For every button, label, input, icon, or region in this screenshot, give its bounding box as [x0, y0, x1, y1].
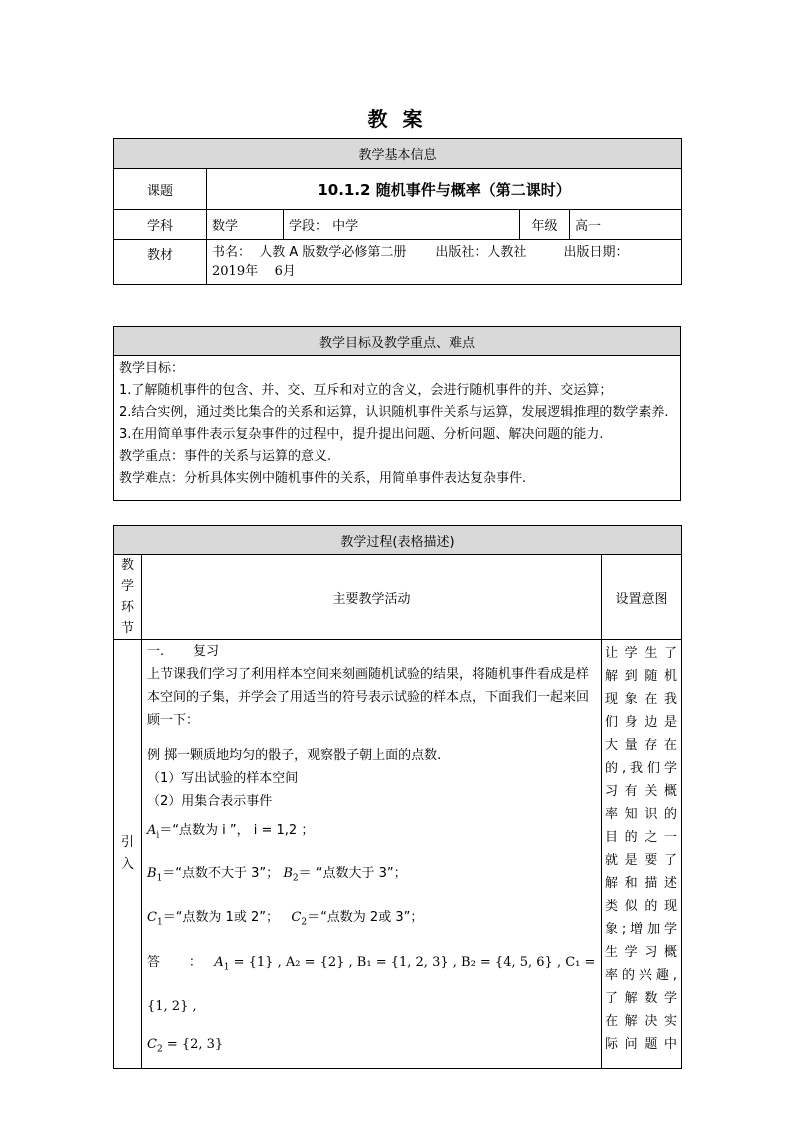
- intent-line: 习有关概: [605, 784, 678, 799]
- col-intent-header: 设置意图: [602, 555, 682, 640]
- event-c1-text: ＝“点数为 1或 2”；: [162, 910, 279, 926]
- event-c: $C_1=“$点数为 1或 2”； $C_2=“$点数为 2或 3”；: [147, 910, 424, 928]
- intent-line: 目的之一: [605, 830, 678, 845]
- objective-line: 1.了解随机事件的包含、并、交、互斥和对立的含义，会进行随机事件的并、交运算；: [119, 383, 613, 398]
- question-2: （2）用集合表示事件: [147, 794, 273, 809]
- event-a-text: ＝“点数为 i ”， i = 1,2 ；: [159, 823, 315, 838]
- intent-line: 在解决实: [605, 1014, 678, 1029]
- process-header: 教学过程(表格描述): [114, 526, 682, 555]
- answer-expr: = {1} , A₂ = {2} , B₁ = {1, 2, 3} , B₂ = {4, 5, 6} , C₁ = {1, 2} ,: [147, 954, 596, 1015]
- objectives-header: 教学目标及教学重点、难点: [114, 327, 681, 356]
- process-table: [113, 525, 682, 1069]
- grade-value: 高一: [570, 210, 682, 240]
- intent-line: 解和描述: [605, 876, 678, 891]
- intent-cell: [602, 640, 682, 1069]
- grade-label: 年级: [520, 210, 570, 240]
- intent-line: 率的兴趣,: [605, 968, 678, 983]
- example-text: 例 掷一颗质地均匀的骰子，观察骰子朝上面的点数.: [147, 748, 442, 763]
- intent-line: 际问题中: [605, 1037, 678, 1052]
- intent-line: 让学生了: [605, 646, 678, 661]
- col-stage-text: 教学环节: [120, 558, 134, 636]
- intent-line: 们身边是: [605, 715, 678, 730]
- objective-line: 2.结合实例，通过类比集合的关系和运算，认识随机事件关系与运算，发展逻辑推理的数学素养.: [119, 405, 669, 420]
- intent-line: 了解数学: [605, 991, 678, 1006]
- objective-line: 教学目标：: [119, 361, 185, 376]
- key-point: 教学重点：事件的关系与运算的意义.: [119, 449, 332, 464]
- answer-label: 答 ：: [147, 954, 202, 970]
- intent-line: 的,我们学: [605, 761, 678, 776]
- textbook-label: 教材: [114, 240, 207, 285]
- activity-cell: [142, 640, 602, 1069]
- event-b2-text: ＝ “点数大于 3”；: [298, 865, 407, 881]
- basic-info-table: [113, 138, 682, 285]
- subject-value: 数学: [207, 210, 284, 240]
- section-title: 一. 复习: [147, 644, 220, 659]
- lesson-title: 10.1.2 随机事件与概率（第二课时）: [207, 169, 682, 210]
- intent-line: 现象在我: [605, 692, 678, 707]
- intent-line: 就是要了: [605, 853, 678, 868]
- textbook-line-1: 书名： 人教 A 版数学必修第二册 出版社：人教社 出版日期：: [212, 245, 629, 260]
- objectives-body: [114, 356, 681, 501]
- event-c2-text: ＝“点数为 2或 3”；: [307, 910, 424, 926]
- objectives-table: [113, 326, 681, 501]
- textbook-info: [207, 240, 682, 285]
- intent-line: 率知识的: [605, 807, 678, 822]
- subject-label: 学科: [114, 210, 207, 240]
- event-b1-text: ＝“点数不大于 3”；: [162, 865, 280, 881]
- document-title: 教 案: [367, 107, 427, 131]
- col-activity-header: 主要教学活动: [142, 555, 602, 640]
- answer-last-line: $C_2 = \{2$, 3}: [147, 1037, 224, 1055]
- objective-line: 3.在用简单事件表示复杂事件的过程中，提升提出问题、分析问题、解决问题的能力.: [119, 427, 604, 442]
- basic-info-header: 教学基本信息: [114, 139, 682, 169]
- intent-line: 生学习概: [605, 945, 678, 960]
- col-stage-header: [114, 555, 142, 640]
- lesson-label: 课题: [114, 169, 207, 210]
- stage-intro-cell: [114, 640, 142, 1069]
- intent-line: 象;增加学: [605, 922, 678, 937]
- stage-value: 学段： 中学: [284, 210, 520, 240]
- answer-last: = {2, 3}: [166, 1037, 224, 1053]
- textbook-line-2: 2019年 6月: [212, 264, 296, 279]
- intent-line: 大量存在: [605, 738, 678, 753]
- review-intro: 上节课我们学习了利用样本空间来刻画随机试验的结果，将随机事件看成是样本空间的子集，并学会了用适当的符号表示试验的样本点，下面我们一起来回顾一下：: [147, 667, 590, 728]
- stage-name: 引入: [120, 834, 134, 872]
- intent-line: 类似的现: [605, 899, 678, 914]
- event-b: $B_1=“$点数不大于 3”； $B_2=$ “点数大于 3”；: [147, 865, 407, 884]
- difficult-point: 教学难点：分析具体实例中随机事件的关系，用简单事件表达复杂事件.: [119, 471, 527, 486]
- question-1: （1）写出试验的样本空间: [147, 771, 299, 786]
- answer-line: 答 ： $A_1 = \{1\}$ , A₂ = {2} , B₁ = {1, 2, 3} , B₂ = {4, 5, 6} , C₁ = {1, 2} ,: [147, 954, 596, 1015]
- intent-line: 解到随机: [605, 669, 678, 684]
- event-a: $A_i=“$点数为 i ”， i = 1,2 ；: [147, 823, 315, 841]
